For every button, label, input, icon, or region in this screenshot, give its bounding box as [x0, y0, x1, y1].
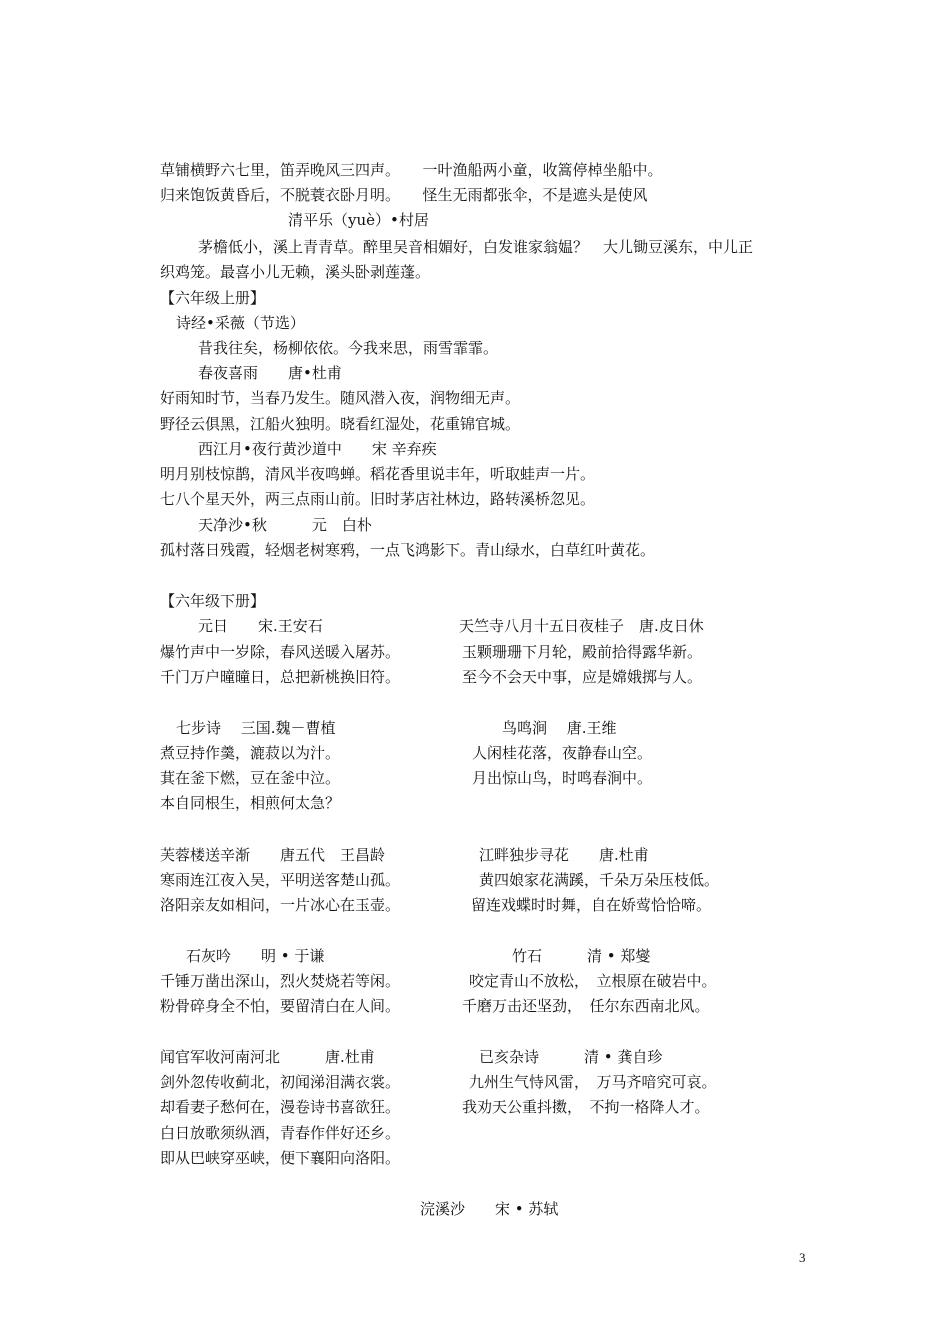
- text-line: 【六年级下册】: [160, 592, 266, 610]
- text-line: 至今不会天中事，应是嫦娥掷与人。: [462, 668, 703, 686]
- text-line: 爆竹声中一岁除，春风送暖入屠苏。: [160, 643, 401, 661]
- text-line: 天竺寺八月十五日夜桂子 唐.皮日休: [459, 617, 704, 635]
- text-line: 清平乐（yuè）•村居: [288, 211, 429, 229]
- text-line: 七步诗 三国.魏－曹植: [176, 719, 336, 737]
- text-line: 寒雨连江夜入吴，平明送客楚山孤。: [160, 871, 401, 889]
- text-line: 玉颗珊珊下月轮，殿前拾得露华新。: [462, 643, 703, 661]
- text-line: 孤村落日残霞，轻烟老树寒鸦，一点飞鸿影下。青山绿水，白草红叶黄花。: [160, 541, 656, 559]
- text-line: 春夜喜雨 唐•杜甫: [198, 364, 342, 382]
- text-line: 本自同根生，相煎何太急？: [160, 794, 341, 812]
- text-line: 石灰吟 明 • 于谦: [186, 947, 325, 965]
- text-line: 七八个星天外，两三点雨山前。旧时茅店社林边，路转溪桥忽见。: [160, 490, 596, 508]
- text-line: 粉骨碎身全不怕，要留清白在人间。: [160, 997, 401, 1015]
- text-line: 千锤万凿出深山，烈火焚烧若等闲。: [160, 972, 401, 990]
- text-line: 白日放歌须纵酒，青春作伴好还乡。: [160, 1124, 401, 1142]
- text-line: 明月别枝惊鹊，清风半夜鸣蝉。稻花香里说丰年，听取蛙声一片。: [160, 465, 596, 483]
- text-line: 咬定青山不放松， 立根原在破岩中。: [469, 972, 717, 990]
- text-line: 煮豆持作羹，漉菽以为汁。: [160, 744, 341, 762]
- text-line: 已亥杂诗 清 • 龚自珍: [479, 1048, 663, 1066]
- text-line: 芙蓉楼送辛渐 唐五代 王昌龄: [160, 846, 386, 864]
- text-line: 竹石 清 • 郑燮: [512, 947, 651, 965]
- text-line: 洛阳亲友如相问，一片冰心在玉壶。: [160, 896, 401, 914]
- text-line: 闻官军收河南河北 唐.杜甫: [160, 1048, 375, 1066]
- text-line: 却看妻子愁何在，漫卷诗书喜欲狂。: [160, 1098, 401, 1116]
- text-line: 我劝天公重抖擞， 不拘一格降人才。: [462, 1098, 710, 1116]
- text-line: 草铺横野六七里，笛弄晚风三四声。 一叶渔船两小童，收篙停棹坐船中。: [160, 161, 663, 179]
- text-line: 即从巴峡穿巫峡，便下襄阳向洛阳。: [160, 1149, 401, 1167]
- text-line: 诗经•采薇（节选）: [176, 314, 305, 332]
- text-line: 西江月•夜行黄沙道中 宋 辛弃疾: [198, 440, 437, 458]
- text-line: 九州生气恃风雷， 万马齐喑究可哀。: [469, 1073, 717, 1091]
- text-line: 留连戏蝶时时舞，自在娇莺恰恰啼。: [471, 896, 712, 914]
- text-line: 归来饱饭黄昏后，不脱蓑衣卧月明。 怪生无雨都张伞，不是遮头是使风: [160, 186, 648, 204]
- text-line: 浣溪沙 宋 • 苏轼: [420, 1200, 559, 1218]
- text-line: 江畔独步寻花 唐.杜甫: [479, 846, 649, 864]
- text-line: 人闲桂花落，夜静春山空。: [472, 744, 653, 762]
- text-line: 天净沙•秋 元 白朴: [198, 516, 372, 534]
- text-line: 千磨万击还坚劲， 任尔东西南北风。: [462, 997, 710, 1015]
- text-line: 【六年级上册】: [160, 289, 266, 307]
- text-line: 昔我往矣，杨柳依依。今我来思，雨雪霏霏。: [198, 339, 499, 357]
- text-line: 萁在釜下燃，豆在釜中泣。: [160, 769, 341, 787]
- text-line: 元日 宋.王安石: [198, 617, 323, 635]
- text-line: 鸟鸣涧 唐.王维: [502, 719, 617, 737]
- text-line: 月出惊山鸟，时鸣春涧中。: [472, 769, 653, 787]
- text-line: 茅檐低小，溪上青青草。醉里吴音相媚好，白发谁家翁媪？ 大儿锄豆溪东，中儿正: [198, 238, 754, 256]
- page-number: 3: [799, 1250, 806, 1265]
- text-line: 织鸡笼。最喜小儿无赖，溪头卧剥莲蓬。: [160, 263, 431, 281]
- text-line: 野径云俱黑，江船火独明。晓看红湿处，花重锦官城。: [160, 415, 521, 433]
- text-line: 剑外忽传收蓟北，初闻涕泪满衣裳。: [160, 1073, 401, 1091]
- text-line: 黄四娘家花满蹊，千朵万朵压枝低。: [479, 871, 720, 889]
- text-line: 好雨知时节，当春乃发生。随风潜入夜，润物细无声。: [160, 389, 521, 407]
- text-line: 千门万户曈曈日，总把新桃换旧符。: [160, 668, 401, 686]
